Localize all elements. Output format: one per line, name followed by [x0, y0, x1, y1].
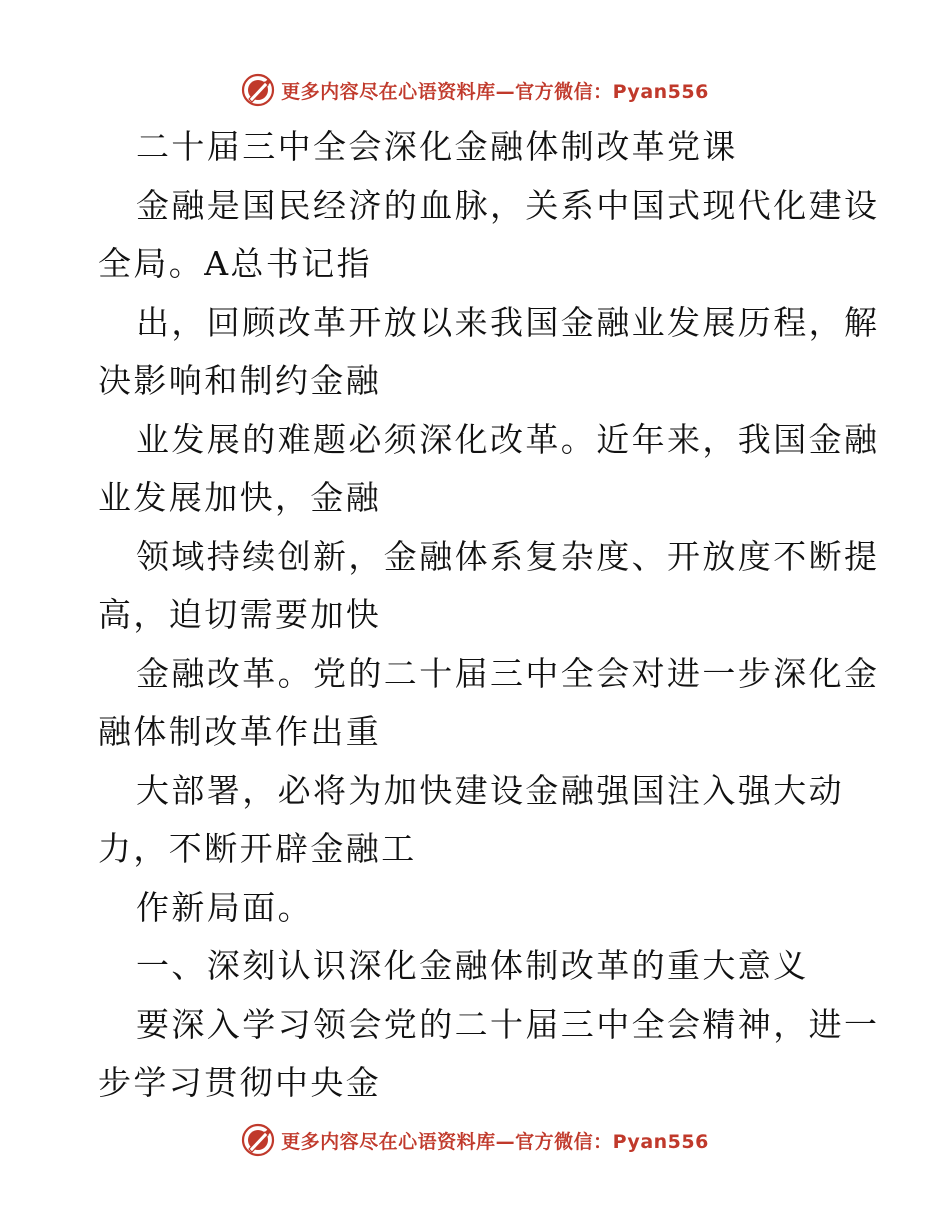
watermark-banner-top [0, 70, 950, 110]
text-line: 二十届三中全会深化金融体制改革党课 [136, 127, 738, 166]
text-line: 全局。A总书记指 [98, 244, 373, 283]
watermark-text: 更多内容尽在心语资料库—官方微信：Pyan556 [281, 80, 709, 103]
document-body [98, 118, 880, 1113]
text-line: 力，不断开辟金融工 [98, 829, 417, 868]
text-line: 大部署，必将为加快建设金融强国注入强大动 [136, 770, 844, 810]
text-line: 金融改革。党的二十届三中全会对进一步深化金 [136, 653, 880, 693]
text-line: 步学习贯彻中央金 [98, 1063, 382, 1102]
text-line: 金融是国民经济的血脉，关系中国式现代化建设 [136, 185, 880, 225]
text-line: 决影响和制约金融 [98, 361, 382, 400]
text-line: 要深入学习领会党的二十届三中全会精神，进一 [136, 1004, 880, 1044]
pen-logo-icon [241, 1123, 275, 1157]
text-line: 一、深刻认识深化金融体制改革的重大意义 [136, 946, 809, 985]
text-line: 融体制改革作出重 [98, 712, 382, 751]
pen-logo-icon [241, 73, 275, 107]
text-line: 作新局面。 [136, 887, 313, 927]
text-line: 高，迫切需要加快 [98, 595, 382, 634]
text-line: 出，回顾改革开放以来我国金融业发展历程，解 [136, 302, 880, 342]
watermark-text: 更多内容尽在心语资料库—官方微信：Pyan556 [281, 1130, 709, 1153]
text-line: 业发展的难题必须深化改革。近年来，我国金融 [136, 419, 880, 459]
watermark-banner-bottom [0, 1120, 950, 1160]
text-line: 领域持续创新，金融体系复杂度、开放度不断提 [136, 536, 880, 576]
text-line: 业发展加快，金融 [98, 478, 382, 517]
